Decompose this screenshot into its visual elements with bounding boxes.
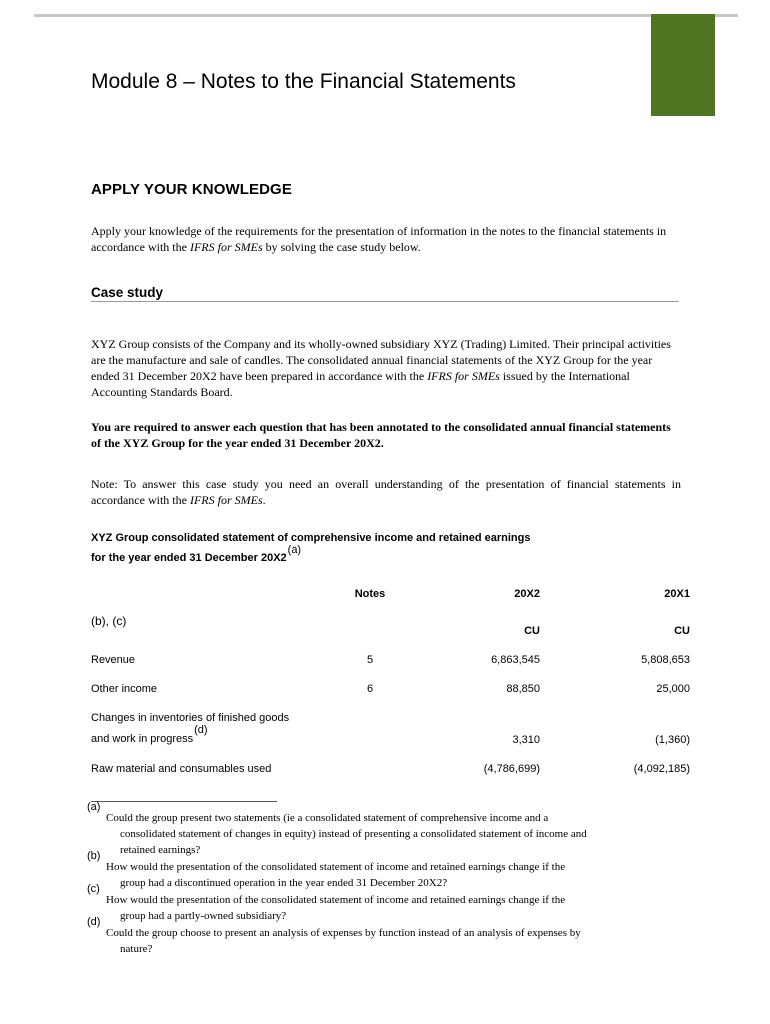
footnote-b-line2: group had a discontinued operation in the year ended 31 December 20X2?: [120, 877, 448, 889]
section-heading: APPLY YOUR KNOWLEDGE: [91, 181, 292, 198]
footnote-c-mark: (c): [87, 883, 100, 895]
col-header-notes: Notes: [354, 588, 386, 600]
footnote-b-line1: How would the presentation of the consolidated statement of income and retained earnings change if the: [106, 861, 566, 873]
row-value-inventories-20x2: 3,310: [512, 734, 540, 746]
row-label-raw-material: Raw material and consumables used: [91, 763, 272, 775]
col-header-20x1: 20X1: [664, 588, 690, 600]
footnote-d-line1: Could the group choose to present an analysis of expenses by function instead of an analysis of expenses by: [106, 927, 581, 939]
row-label-other-income: Other income: [91, 683, 158, 695]
row-value-revenue-20x2: 6,863,545: [491, 654, 540, 666]
row-value-raw-material-20x1: (4,092,185): [633, 763, 690, 775]
row-value-revenue-20x1: 5,808,653: [641, 654, 690, 666]
row-value-other-income-20x1: 25,000: [656, 683, 690, 695]
col-header-20x2: 20X2: [514, 588, 540, 600]
note-paragraph: Note: To answer this case study you need an overall understanding of the presentation of financial statements in accordance with the IFRS for SMEs.: [91, 477, 681, 507]
footnote-a-mark: (a): [87, 801, 101, 813]
row-value-other-income-20x2: 88,850: [506, 683, 540, 695]
module-title: Module 8 – Notes to the Financial Statements: [91, 70, 516, 93]
row-marker-bc: (b), (c): [91, 614, 127, 628]
intro-paragraph: Apply your knowledge of the requirements for the presentation of information in the notes to the financial statements in accordance with the IFRS for SMEs by solving the case study below.: [91, 224, 667, 254]
statement-period: for the year ended 31 December 20X2(a): [91, 544, 302, 564]
footnote-c-line2: group had a partly-owned subsidiary?: [120, 910, 287, 922]
unit-20x2: CU: [524, 625, 540, 637]
footnote-rule: [91, 801, 277, 802]
footnote-a-line1: Could the group present two statements (ie a consolidated statement of comprehensive income and a: [106, 812, 549, 824]
row-value-raw-material-20x2: (4,786,699): [483, 763, 540, 775]
row-label-revenue: Revenue: [91, 654, 136, 666]
row-note-other-income: 6: [366, 683, 374, 695]
row-value-inventories-20x1: (1,360): [655, 734, 690, 746]
case-study-paragraph: XYZ Group consists of the Company and its wholly-owned subsidiary XYZ (Trading) Limited. Their principal activities are the manufacture and sale of candles. The consolidated annual financial statements of the XYZ Group for the year ended 31 December 20X2 have been prepared in accordance with the IFRS for SMEs issued by the International Accounting Standards Board.: [91, 337, 671, 399]
row-label-inventories-line1: Changes in inventories of finished goods: [91, 712, 290, 724]
top-rule: [34, 14, 738, 17]
footnote-a-line3: retained earnings?: [120, 844, 201, 856]
footnote-ref-a: (a): [287, 544, 302, 556]
footnote-d-mark: (d): [87, 916, 101, 928]
unit-20x1: CU: [674, 625, 690, 637]
case-study-heading: Case study: [91, 285, 679, 302]
footnote-ref-d: (d): [194, 724, 208, 736]
footnote-c-line1: How would the presentation of the consolidated statement of income and retained earnings change if the: [106, 894, 566, 906]
statement-title: XYZ Group consolidated statement of comprehensive income and retained earnings: [91, 532, 531, 544]
footnote-d-line2: nature?: [120, 943, 153, 955]
module-accent-block: [651, 14, 715, 116]
footnote-a-line2: consolidated statement of changes in equity) instead of presenting a consolidated statement of income and: [120, 828, 587, 840]
requirement-text: You are required to answer each question that has been annotated to the consolidated annual financial statements of the XYZ Group for the year ended 31 December 20X2.: [91, 420, 671, 450]
row-label-inventories-line2: and work in progress(d): [91, 724, 208, 745]
row-note-revenue: 5: [366, 654, 374, 666]
footnote-b-mark: (b): [87, 850, 101, 862]
